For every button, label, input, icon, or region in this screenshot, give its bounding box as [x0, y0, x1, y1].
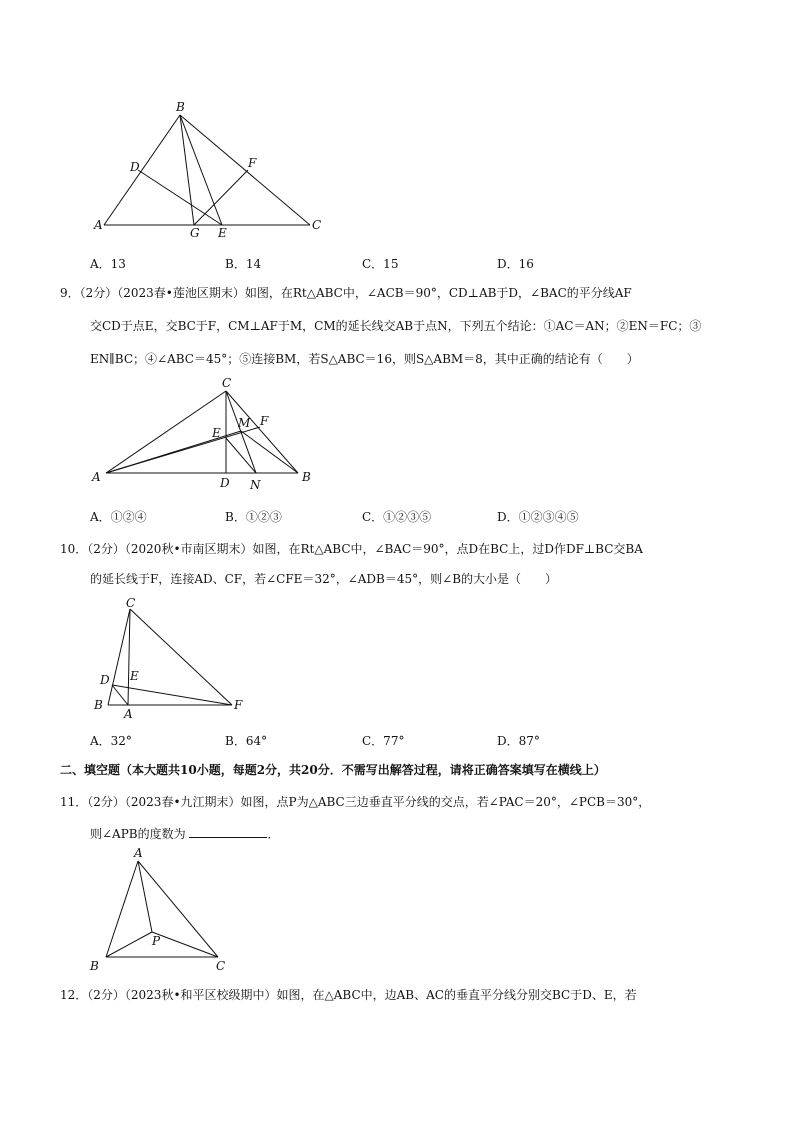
q9-line-CN — [226, 391, 256, 473]
q10-label-A: A — [124, 707, 133, 721]
q8-label-G: G — [190, 226, 200, 240]
q11-label-C: C — [216, 959, 226, 973]
q8-label-F: F — [248, 156, 257, 170]
q11-text-line2-prefix: 则∠APB的度数为 — [90, 827, 186, 841]
q9-label-D: D — [220, 476, 230, 490]
q8-option-a: A．13 — [90, 257, 126, 271]
q9-label-E: E — [212, 426, 221, 440]
q8-line-BC — [180, 115, 310, 225]
q9-label-N: N — [250, 478, 261, 492]
q8-option-d: D．16 — [497, 257, 534, 271]
q9-line-EN — [226, 438, 256, 473]
q8-line-AB — [104, 115, 180, 225]
q10-line-CB — [108, 609, 130, 705]
q8-figure — [88, 95, 328, 240]
q10-text-line1: 10．（2分）（2020秋•市南区期末）如图，在Rt△ABC中，∠BAC＝90°，点D在BC上，过D作DF⊥BC交BA — [60, 542, 643, 556]
q11-label-P: P — [152, 934, 161, 948]
q10-text-line2: 的延长线于F，连接AD、CF，若∠CFE＝32°，∠ADB＝45°，则∠B的大小是（ ） — [90, 572, 558, 586]
q10-label-E: E — [130, 669, 139, 683]
section-2-title: 二、填空题（本大题共10小题，每题2分，共20分．不需写出解答过程，请将正确答案填写在横线上） — [60, 763, 606, 777]
q8-line-BG — [180, 115, 194, 225]
q10-line-DA — [112, 685, 128, 705]
q10-label-D: D — [100, 673, 110, 687]
q10-option-d: D．87° — [497, 734, 540, 748]
q11-text-line2-suffix: ． — [267, 827, 280, 841]
q8-label-B: B — [176, 100, 185, 114]
q9-option-a: A．①②④ — [90, 510, 147, 524]
q9-label-M: M — [238, 416, 251, 430]
q10-option-b: B．64° — [225, 734, 268, 748]
q8-line-GF — [194, 170, 248, 225]
q9-label-F: F — [260, 414, 269, 428]
q9-option-d: D．①②③④⑤ — [497, 510, 579, 524]
q10-label-B: B — [94, 698, 103, 712]
q11-label-A: A — [134, 846, 143, 860]
q10-option-c: C．77° — [362, 734, 405, 748]
q9-text-line3: EN∥BC；④∠ABC＝45°；⑤连接BM，若S△ABC＝16，则S△ABM＝8，其中正确的结论有（ ） — [90, 352, 639, 366]
q8-label-C: C — [312, 218, 322, 232]
q9-line-AC — [106, 391, 226, 473]
q9-option-b: B．①②③ — [225, 510, 282, 524]
q9-label-B: B — [302, 470, 311, 484]
q8-label-E: E — [218, 226, 227, 240]
q10-figure — [88, 595, 253, 723]
q10-option-a: A．32° — [90, 734, 132, 748]
q10-line-CA — [128, 609, 130, 705]
q11-text-line1: 11．（2分）（2023春•九江期末）如图，点P为△ABC三边垂直平分线的交点，若∠PAC＝20°，∠PCB＝30°， — [60, 795, 651, 809]
q11-answer-blank[interactable] — [189, 826, 267, 838]
q8-line-BE — [180, 115, 222, 225]
q11-figure — [88, 845, 238, 975]
q8-label-A: A — [94, 218, 103, 232]
q11-line-AP — [138, 861, 152, 932]
q11-line-AC — [138, 861, 218, 957]
q8-label-D: D — [130, 160, 140, 174]
q9-label-A: A — [92, 470, 101, 484]
q8-option-c: C．15 — [362, 257, 399, 271]
q9-line-MB — [241, 431, 298, 473]
q9-option-c: C．①②③⑤ — [362, 510, 432, 524]
q9-text-line2: 交CD于点E，交BC于F，CM⊥AF于M，CM的延长线交AB于点N，下列五个结论：①AC＝AN；②EN＝FC；③ — [90, 319, 702, 333]
q11-label-B: B — [90, 959, 99, 973]
q9-figure — [88, 375, 323, 493]
q11-text-line2 — [90, 826, 279, 842]
q8-option-b: B．14 — [225, 257, 262, 271]
q12-text-line1: 12．（2分）（2023秋•和平区校级期中）如图，在△ABC中，边AB、AC的垂直平分线分别交BC于D、E，若 — [60, 988, 637, 1002]
q9-text-line1: 9．（2分）（2023春•莲池区期末）如图，在Rt△ABC中，∠ACB＝90°，CD⊥AB于D，∠BAC的平分线AF — [60, 286, 632, 300]
q10-label-F: F — [234, 698, 243, 712]
q8-line-DE — [138, 170, 222, 225]
q9-label-C: C — [222, 376, 232, 390]
q10-label-C: C — [126, 596, 136, 610]
